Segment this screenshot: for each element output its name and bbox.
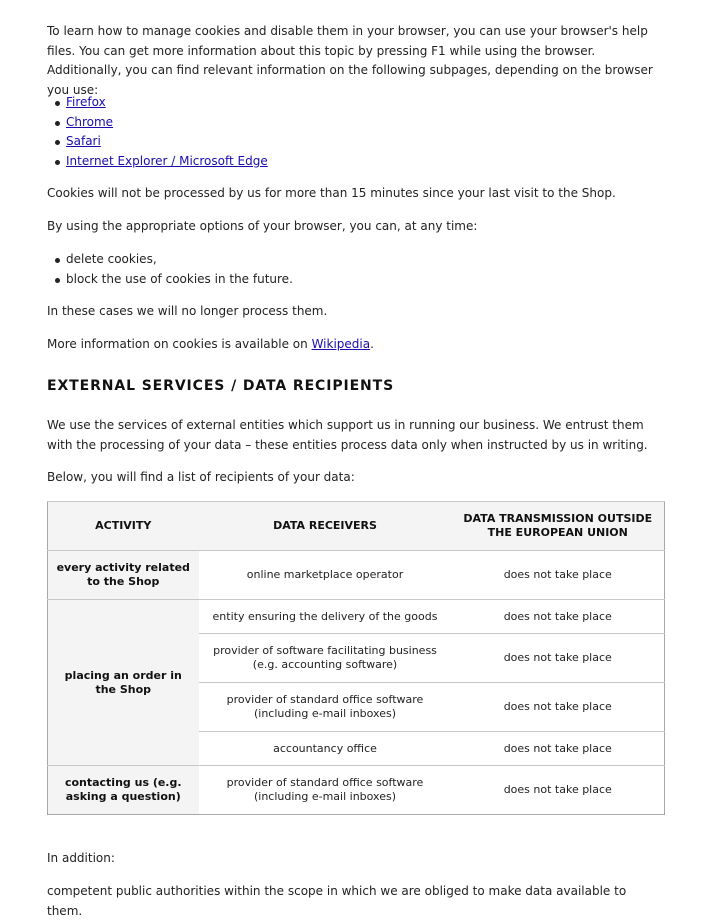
activity-cell: placing an order in the Shop [48, 600, 199, 766]
list-item: block the use of cookies in the future. [47, 270, 293, 290]
list-item [47, 93, 268, 113]
authorities-paragraph: competent public authorities within the scope in which we are obliged to make data available to them. [47, 884, 627, 918]
header-activity: ACTIVITY [48, 502, 199, 551]
external-services-paragraph: We use the services of external entities which support us in running our business. We entrust them with the processing of your data – these entities process data only when instructed by us in writing. [47, 418, 648, 452]
chrome-link[interactable]: Chrome [66, 114, 114, 129]
data-recipients-table [47, 501, 665, 815]
receiver-cell: provider of standard office software (including e-mail inboxes) [199, 766, 452, 815]
header-transmission: DATA TRANSMISSION OUTSIDE THE EUROPEAN UNION [452, 502, 665, 551]
list-item [47, 113, 268, 133]
more-info-text: More information on cookies is available on [47, 337, 312, 351]
receiver-cell: provider of software facilitating business (e.g. accounting software) [199, 634, 452, 683]
transmission-cell: does not take place [452, 766, 665, 815]
browser-options-paragraph: By using the appropriate options of your browser, you can, at any time: [47, 219, 478, 233]
receiver-cell: entity ensuring the delivery of the goods [199, 600, 452, 634]
receiver-cell: online marketplace operator [199, 551, 452, 600]
more-info-suffix: . [370, 337, 374, 351]
list-item [47, 132, 268, 152]
wikipedia-link[interactable]: Wikipedia [311, 337, 371, 351]
transmission-cell: does not take place [452, 634, 665, 683]
transmission-cell: does not take place [452, 683, 665, 732]
transmission-cell: does not take place [452, 600, 665, 634]
transmission-cell: does not take place [452, 551, 665, 600]
cookie-actions-list [47, 250, 293, 289]
firefox-link[interactable]: Firefox [66, 95, 106, 109]
activity-cell: contacting us (e.g. asking a question) [48, 766, 199, 815]
safari-link[interactable]: Safari [66, 134, 101, 148]
list-item: delete cookies, [47, 250, 293, 270]
intro-paragraph: To learn how to manage cookies and disable them in your browser, you can use your browser's help files. You can get more information about this topic by pressing F1 while using the browser. Additionally, you can find relevant information on the following subpages, depending on the browser you use: [47, 24, 653, 97]
in-addition-paragraph: In addition: [47, 851, 115, 865]
activity-cell: every activity related to the Shop [48, 551, 199, 600]
table-header-row [48, 502, 665, 551]
transmission-cell: does not take place [452, 732, 665, 766]
list-item [47, 152, 268, 172]
section-heading: EXTERNAL SERVICES / DATA RECIPIENTS [47, 378, 395, 394]
ie-edge-link[interactable]: Internet Explorer / Microsoft Edge [66, 153, 268, 168]
browser-help-links [47, 93, 268, 171]
cookie-duration-paragraph: Cookies will not be processed by us for more than 15 minutes since your last visit to the Shop. [47, 186, 616, 200]
header-data-receivers: DATA RECEIVERS [199, 502, 452, 551]
table-row [48, 766, 665, 815]
table-row [48, 551, 665, 600]
receiver-cell: accountancy office [199, 732, 452, 766]
table-row [48, 600, 665, 634]
recipients-intro-paragraph: Below, you will find a list of recipients of your data: [47, 470, 355, 484]
no-longer-process-paragraph: In these cases we will no longer process them. [47, 304, 328, 318]
more-info-paragraph [47, 335, 374, 355]
receiver-cell: provider of standard office software (including e-mail inboxes) [199, 683, 452, 732]
